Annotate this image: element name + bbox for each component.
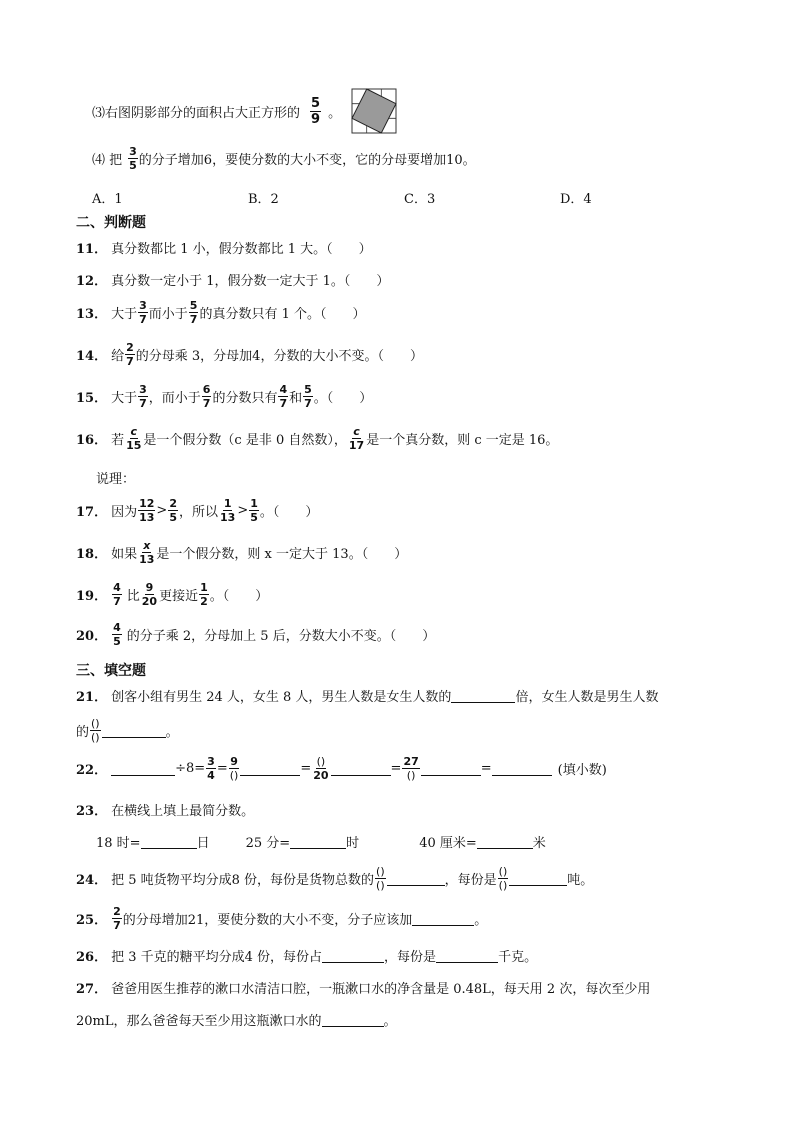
- fraction: [125, 342, 135, 367]
- text: 千克。: [498, 950, 538, 965]
- option-c[interactable]: C．3: [404, 192, 436, 207]
- question-21: [76, 686, 658, 705]
- numerator: 2: [169, 497, 177, 510]
- q3-text: ⑶右图阴影部分的面积占大正方形的: [92, 105, 301, 121]
- text: 40 厘米=: [419, 836, 477, 851]
- q4-line: [92, 146, 476, 171]
- fraction: [219, 498, 236, 523]
- denominator: 4: [207, 769, 215, 782]
- text: 如果: [111, 547, 138, 562]
- denominator: 20: [141, 595, 158, 608]
- numerator: 1: [200, 581, 208, 594]
- text: 给: [111, 349, 125, 364]
- option-b[interactable]: B．2: [248, 192, 279, 207]
- text: 更接近: [159, 589, 199, 604]
- question-23: [76, 800, 254, 819]
- text: >: [156, 503, 168, 518]
- text: 米: [532, 836, 546, 851]
- fraction: [229, 756, 240, 781]
- denominator: 7: [113, 919, 121, 932]
- fraction: [125, 426, 142, 451]
- text: 的分数只有: [212, 391, 278, 406]
- q3-line: [92, 88, 397, 134]
- numerator: 2: [113, 905, 121, 918]
- text: 。（ ）: [313, 391, 373, 406]
- fraction: [138, 300, 148, 325]
- text: 25 分=: [245, 836, 291, 851]
- text: 是一个假分数（c 是非 0 自然数），: [143, 433, 347, 448]
- text: 的: [76, 725, 90, 740]
- text: 吨。: [567, 873, 594, 888]
- numerator: 5: [189, 299, 198, 312]
- question-number: 16．: [76, 433, 108, 448]
- denominator: 5: [250, 511, 258, 524]
- question-23-items: [96, 832, 546, 851]
- text: 是一个真分数，则 c 一定是 16。: [366, 433, 559, 448]
- answer-blank[interactable]: [141, 834, 197, 849]
- denominator: (): [91, 731, 100, 744]
- numerator: c: [353, 425, 360, 438]
- denominator: 2: [200, 595, 208, 608]
- answer-blank[interactable]: [477, 834, 533, 849]
- text: =: [300, 761, 312, 776]
- q3-den: 9: [311, 111, 321, 127]
- q4-post: 的分子增加6，要使分数的大小不变，它的分母要增加10。: [138, 153, 476, 168]
- numerator: (): [316, 755, 326, 768]
- text: 。: [474, 913, 488, 928]
- fraction: [402, 756, 419, 781]
- denominator: 7: [139, 313, 147, 326]
- answer-blank[interactable]: [240, 761, 300, 776]
- numerator: 3: [207, 755, 215, 768]
- q4-pre: ⑷ 把: [92, 153, 123, 168]
- question-number: 22．: [76, 763, 108, 778]
- question-27-cont: [76, 1010, 397, 1029]
- question-text: 真分数一定小于 1，假分数一定大于 1。（ ）: [111, 274, 390, 289]
- question-21-cont: [76, 718, 179, 743]
- text: 的分母增加21，要使分数的大小不变，分子应该加: [122, 913, 413, 928]
- denominator: 7: [304, 397, 312, 410]
- answer-blank[interactable]: [492, 761, 552, 776]
- question-number: 19．: [76, 589, 108, 604]
- fraction-blank[interactable]: [375, 866, 386, 891]
- text: 把 5 吨货物平均分成8 份，每份是货物总数的: [111, 873, 375, 888]
- question-27: [76, 978, 650, 997]
- fraction: [112, 906, 122, 931]
- question-number: 23．: [76, 804, 108, 819]
- fraction-blank[interactable]: [498, 866, 509, 891]
- question-11: [76, 238, 372, 257]
- question-15: [76, 384, 372, 409]
- numerator: 4: [279, 383, 288, 396]
- text: 18 时=: [96, 836, 141, 851]
- question-number: 27．: [76, 982, 108, 997]
- text: 20mL，那么爸爸每天至少用这瓶漱口水的: [76, 1014, 322, 1029]
- numerator: 4: [113, 621, 121, 634]
- q4-fraction: [128, 146, 138, 171]
- fraction: [168, 498, 178, 523]
- text: 和: [289, 391, 303, 406]
- numerator: (): [498, 865, 508, 878]
- text: 大于: [111, 307, 138, 322]
- text: 的分母乘 3，分母加4，分数的大小不变。（ ）: [135, 349, 423, 364]
- text: ，每份是: [384, 950, 437, 965]
- question-text: 真分数都比 1 小，假分数都比 1 大。（ ）: [111, 242, 372, 257]
- question-number: 24．: [76, 873, 108, 888]
- q3-fraction: [310, 97, 321, 126]
- question-number: 26．: [76, 950, 108, 965]
- denominator: 20: [313, 769, 329, 782]
- question-number: 20．: [76, 629, 108, 644]
- question-12: [76, 270, 389, 289]
- fraction: [138, 384, 148, 409]
- answer-blank[interactable]: [387, 871, 445, 886]
- denominator: (): [406, 769, 416, 782]
- numerator: 27: [403, 755, 419, 768]
- answer-blank[interactable]: [290, 834, 346, 849]
- text: 大于: [111, 391, 138, 406]
- numerator: 9: [230, 755, 238, 768]
- numerator: 3: [139, 299, 147, 312]
- fraction: [138, 540, 155, 565]
- text: 创客小组有男生 24 人，女生 8 人，男生人数是女生人数的: [111, 690, 452, 705]
- text: 日: [196, 836, 210, 851]
- shaded-square-figure: [351, 88, 397, 134]
- question-24: [76, 866, 593, 891]
- fraction: [112, 582, 122, 607]
- denominator: 15: [126, 439, 142, 452]
- text: 。: [165, 725, 179, 740]
- fraction: [348, 426, 365, 451]
- explain-label: 说理：: [96, 472, 136, 487]
- numerator: 6: [202, 383, 211, 396]
- text: 把 3 千克的糖平均分成4 份，每份占: [111, 950, 323, 965]
- numerator: 1: [223, 497, 232, 510]
- fraction: [312, 756, 329, 781]
- section-fill-heading: 三、填空题: [76, 663, 146, 679]
- question-22: [76, 756, 607, 781]
- question-20: [76, 622, 435, 647]
- fraction: [189, 300, 199, 325]
- answer-blank[interactable]: [111, 761, 175, 776]
- q4-den: 5: [129, 159, 137, 172]
- numerator: 12: [139, 497, 155, 510]
- question-number: 21．: [76, 690, 108, 705]
- denominator: 5: [169, 511, 177, 524]
- text: =: [390, 761, 402, 776]
- answer-blank[interactable]: [421, 761, 481, 776]
- question-number: 14．: [76, 349, 108, 364]
- denominator: 17: [348, 439, 365, 452]
- numerator: 1: [250, 497, 258, 510]
- text: (填小数): [557, 763, 607, 778]
- text: ，而小于: [148, 391, 201, 406]
- fraction: [112, 622, 122, 647]
- text: =: [216, 761, 228, 776]
- question-number: 13．: [76, 307, 108, 322]
- text: 若: [111, 433, 125, 448]
- text: 。（ ）: [209, 589, 269, 604]
- numerator: (): [91, 717, 100, 730]
- option-d[interactable]: D．4: [560, 192, 592, 207]
- fraction: [141, 582, 158, 607]
- question-14: [76, 342, 423, 367]
- text: ÷8=: [175, 761, 206, 776]
- fraction: [206, 756, 216, 781]
- question-19: [76, 582, 268, 607]
- numerator: 3: [139, 383, 147, 396]
- question-number: 18．: [76, 547, 108, 562]
- denominator: 5: [113, 635, 121, 648]
- question-17: [76, 498, 318, 523]
- answer-blank[interactable]: [331, 761, 391, 776]
- text: 。: [383, 1014, 397, 1029]
- numerator: 4: [113, 581, 121, 594]
- question-number: 15．: [76, 391, 108, 406]
- text: 而小于: [148, 307, 188, 322]
- numerator: x: [143, 539, 151, 552]
- text: =: [480, 761, 492, 776]
- denominator: 7: [126, 355, 134, 368]
- text: 倍，女生人数是男生人数: [515, 690, 659, 705]
- fraction-blank[interactable]: [90, 718, 101, 743]
- numerator: 2: [126, 341, 134, 354]
- denominator: 7: [139, 397, 147, 410]
- denominator: 13: [139, 553, 155, 566]
- answer-blank[interactable]: [322, 1012, 384, 1027]
- text: 因为: [111, 505, 138, 520]
- denominator: 7: [202, 397, 211, 410]
- fraction: [249, 498, 259, 523]
- question-number: 25．: [76, 913, 108, 928]
- numerator: 5: [304, 383, 312, 396]
- denominator: 13: [220, 511, 236, 524]
- question-25: [76, 906, 487, 931]
- fraction: [202, 384, 212, 409]
- q4-num: 3: [129, 145, 137, 158]
- answer-blank[interactable]: [451, 688, 515, 703]
- question-number: 11．: [76, 242, 108, 257]
- denominator: 13: [139, 511, 155, 524]
- question-26: [76, 946, 537, 965]
- text: 。（ ）: [259, 505, 319, 520]
- q3-num: 5: [311, 95, 321, 111]
- text: 爸爸用医生推荐的漱口水清洁口腔，一瓶漱口水的净含量是 0.48L，每天用 2 次，每次至少用: [111, 982, 651, 997]
- text: ，所以: [178, 505, 218, 520]
- fraction: [138, 498, 155, 523]
- text: 的分子乘 2，分母加上 5 后，分数大小不变。（ ）: [126, 629, 436, 644]
- fraction: [303, 384, 313, 409]
- numerator: c: [130, 425, 138, 438]
- fraction: [199, 582, 209, 607]
- text: ，每份是: [444, 873, 497, 888]
- numerator: (): [376, 865, 385, 878]
- question-13: [76, 300, 365, 325]
- text: >: [237, 503, 249, 518]
- text: 比: [126, 589, 140, 604]
- denominator: (): [229, 769, 239, 782]
- denominator: 7: [113, 595, 121, 608]
- denominator: (): [498, 879, 508, 892]
- section-judgement-heading: 二、判断题: [76, 215, 146, 231]
- fraction: [278, 384, 288, 409]
- question-number: 12．: [76, 274, 108, 289]
- answer-blank[interactable]: [436, 948, 498, 963]
- answer-blank[interactable]: [102, 723, 166, 738]
- question-number: 17．: [76, 505, 108, 520]
- denominator: 7: [189, 313, 198, 326]
- option-a[interactable]: A．1: [92, 192, 123, 207]
- q3-end: 。: [328, 105, 342, 121]
- denominator: 7: [279, 397, 288, 410]
- text: 是一个假分数，则 x 一定大于 13。（ ）: [156, 547, 408, 562]
- question-18: [76, 540, 407, 565]
- text: 的真分数只有 1 个。（ ）: [199, 307, 366, 322]
- answer-blank[interactable]: [509, 871, 567, 886]
- text: 时: [346, 836, 360, 851]
- question-text: 在横线上填上最简分数。: [111, 804, 255, 819]
- question-16: [76, 426, 558, 451]
- answer-blank[interactable]: [412, 911, 474, 926]
- answer-blank[interactable]: [322, 948, 384, 963]
- denominator: (): [376, 879, 385, 892]
- numerator: 9: [145, 581, 154, 594]
